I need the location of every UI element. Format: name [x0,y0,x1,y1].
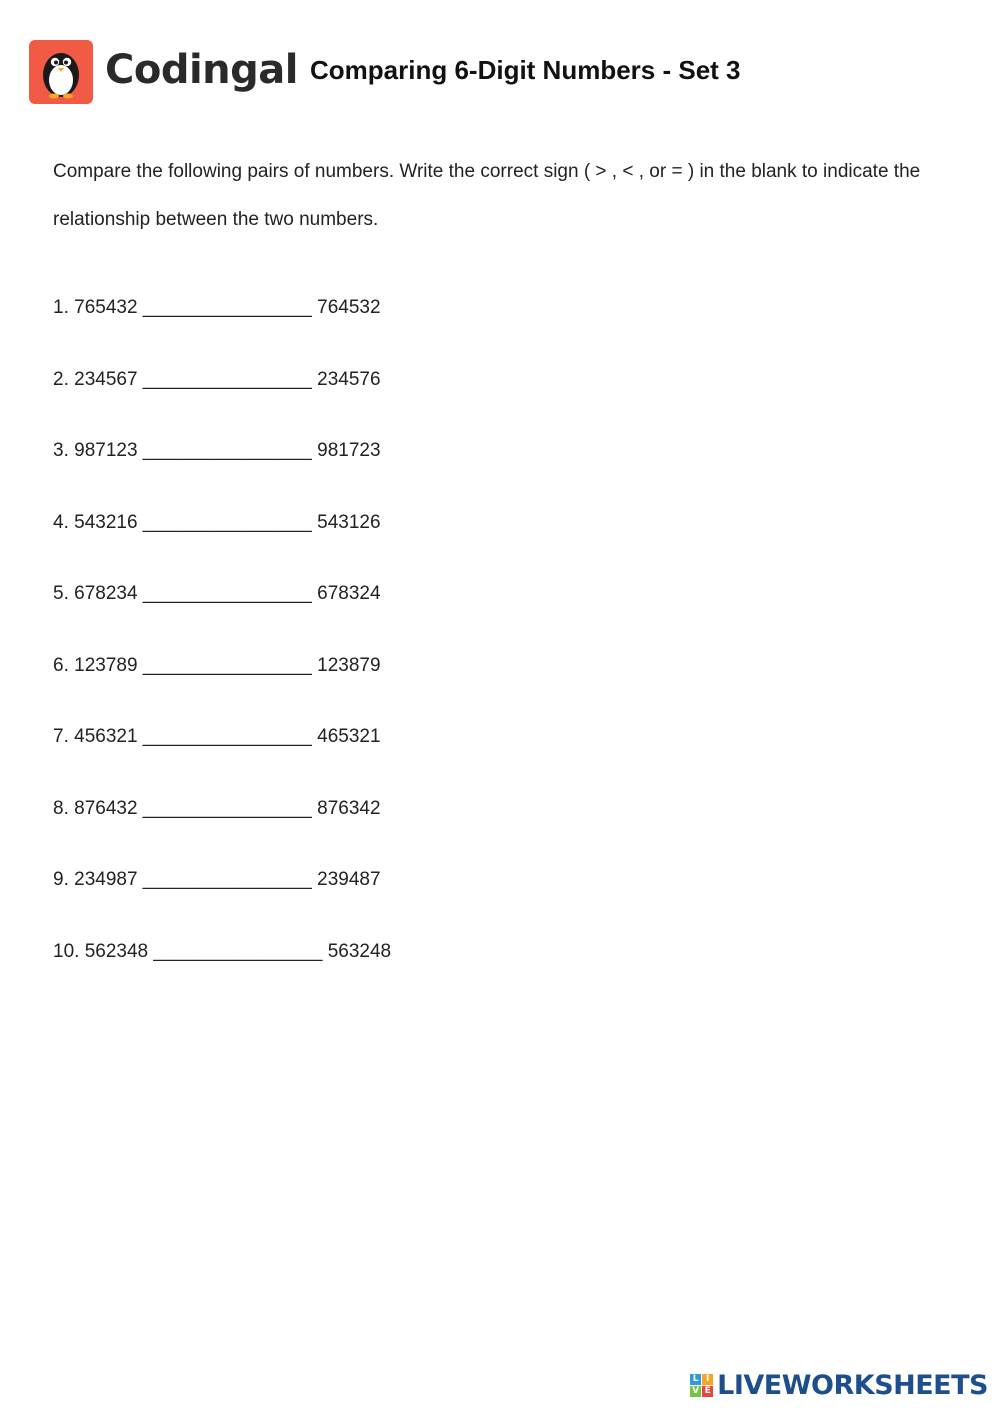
question-item-10: 10. 562348 ________________ 563248 [53,940,392,962]
worksheet-title: Comparing 6-Digit Numbers - Set 3 [310,55,741,85]
brand-name: Codingal [105,47,298,93]
logo-letter-v: V [690,1386,701,1397]
page-header [29,40,741,104]
question-item-7: 7. 456321 ________________ 465321 [53,726,381,747]
question-item-9: 9. 234987 ________________ 239487 [53,869,381,890]
penguin-logo-icon [29,40,93,104]
liveworksheets-logo [690,1372,988,1399]
liveworksheets-wordmark: LIVEWORKSHEETS [717,1370,988,1401]
question-list [53,290,391,1005]
question-item-4: 4. 543216 ________________ 543126 [53,511,381,533]
liveworksheets-grid-icon [690,1374,713,1397]
logo-letter-l: L [690,1374,701,1385]
instructions-text: Compare the following pairs of numbers. Write the correct sign ( > , < , or = ) in the blank to indicate the relationship between the two numbers. [53,161,921,230]
question-item-1: 1. 765432 ________________ 764532 [53,297,381,318]
question-item-8: 8. 876432 ________________ 876342 [53,797,381,819]
question-item-3: 3. 987123 ________________ 981723 [53,440,381,461]
question-item-2: 2. 234567 ________________ 234576 [53,368,381,390]
question-item-5: 5. 678234 ________________ 678324 [53,583,381,604]
logo-letter-e: E [702,1386,713,1397]
logo-letter-i: I [702,1374,713,1385]
question-item-6: 6. 123789 ________________ 123879 [53,654,381,676]
